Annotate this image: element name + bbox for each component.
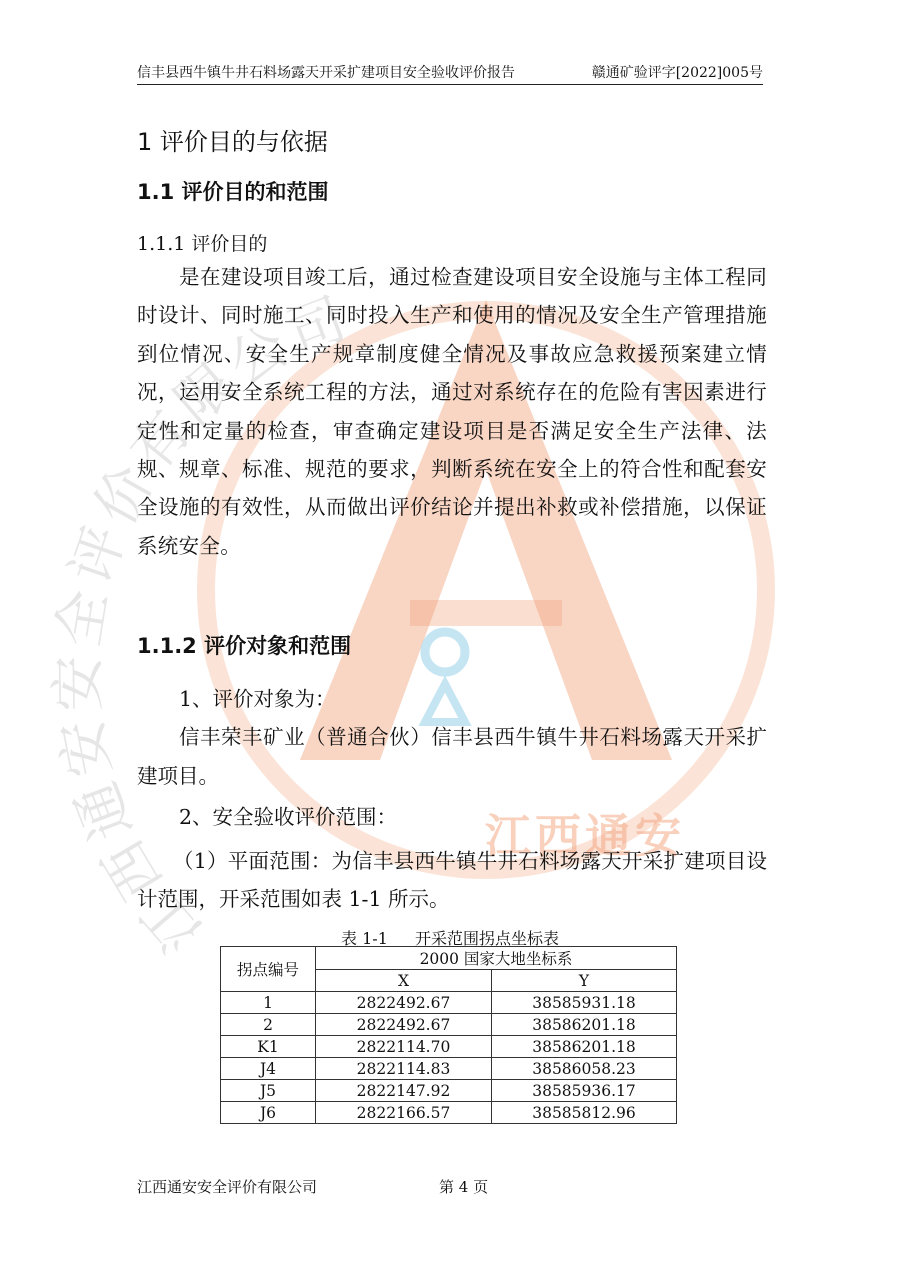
cell-y: 38586201.18 (492, 1014, 677, 1036)
page-header (137, 60, 763, 85)
cell-x: 2822166.57 (316, 1102, 492, 1124)
cell-y: 38586058.23 (492, 1058, 677, 1080)
cell-y: 38585931.18 (492, 992, 677, 1014)
table-row (221, 992, 677, 1014)
cell-point-id: K1 (221, 1036, 316, 1058)
purpose-paragraph: 是在建设项目竣工后，通过检查建设项目安全设施与主体工程同时设计、同时施工、同时投入生产和使用的情况及安全生产管理措施到位情况、安全生产规章制度健全情况及事故应急救援预案建立情况，运用安全系统工程的方法，通过对系统存在的危险有害因素进行定性和定量的检查，审查确定建设项目是否满足安全生产法律、法规、规章、标准、规范的要求，判断系统在安全上的符合性和配套安全设施的有效性，从而做出评价结论并提出补救或补偿措施，以保证系统安全。 (137, 265, 767, 558)
footer-page-number: 第 4 页 (439, 1178, 489, 1196)
table-row (221, 1102, 677, 1124)
watermark-arc-text: 江西通安安全评价有限公司 (45, 284, 360, 965)
cell-point-id: J6 (221, 1102, 316, 1124)
cell-x: 2822492.67 (316, 1014, 492, 1036)
cell-x: 2822114.83 (316, 1058, 492, 1080)
cell-point-id: 1 (221, 992, 316, 1014)
cell-y: 38585812.96 (492, 1102, 677, 1124)
cell-x: 2822114.70 (316, 1036, 492, 1058)
column-header-system: 2000 国家大地坐标系 (316, 947, 677, 970)
header-doc-number: 赣通矿验评字[2022]005号 (591, 65, 763, 81)
cell-point-id: 2 (221, 1014, 316, 1036)
object-label: 1、评价对象为： (179, 687, 336, 711)
cell-point-id: J5 (221, 1080, 316, 1102)
chapter-heading: 1 评价目的与依据 (137, 128, 328, 156)
cell-point-id: J4 (221, 1058, 316, 1080)
subsection-heading-purpose: 1.1.1 评价目的 (137, 233, 268, 255)
footer-company: 江西通安安全评价有限公司 (137, 1178, 318, 1196)
cell-y: 38585936.17 (492, 1080, 677, 1102)
watermark-stamp-text: 江西通安 (485, 809, 685, 863)
table-row (221, 1014, 677, 1036)
cell-y: 38586201.18 (492, 1036, 677, 1058)
table-row (221, 1080, 677, 1102)
column-header-x: X (316, 970, 492, 992)
coordinates-table (220, 946, 677, 1124)
cell-x: 2822492.67 (316, 992, 492, 1014)
section-heading: 1.1 评价目的和范围 (137, 180, 329, 204)
table-caption-number: 表 1-1 (341, 929, 388, 948)
scope-paragraph: （1）平面范围：为信丰县西牛镇牛井石料场露天开采扩建项目设计范围，开采范围如表 1-1 所示。 (137, 849, 767, 911)
table-row (221, 1058, 677, 1080)
object-paragraph: 信丰荣丰矿业（普通合伙）信丰县西牛镇牛井石料场露天开采扩建项目。 (137, 725, 767, 788)
table-row (221, 1036, 677, 1058)
watermark-a-crossbar (410, 600, 562, 626)
scope-label: 2、安全验收评价范围： (179, 805, 398, 829)
table-caption-title: 开采范围拐点坐标表 (414, 929, 559, 948)
cell-x: 2822147.92 (316, 1080, 492, 1102)
column-header-y: Y (492, 970, 677, 992)
header-report-title: 信丰县西牛镇牛井石料场露天开采扩建项目安全验收评价报告 (137, 65, 515, 81)
subsection-heading-scope: 1.1.2 评价对象和范围 (137, 634, 352, 658)
watermark-q-mark (425, 632, 465, 672)
column-header-point: 拐点编号 (221, 947, 316, 992)
